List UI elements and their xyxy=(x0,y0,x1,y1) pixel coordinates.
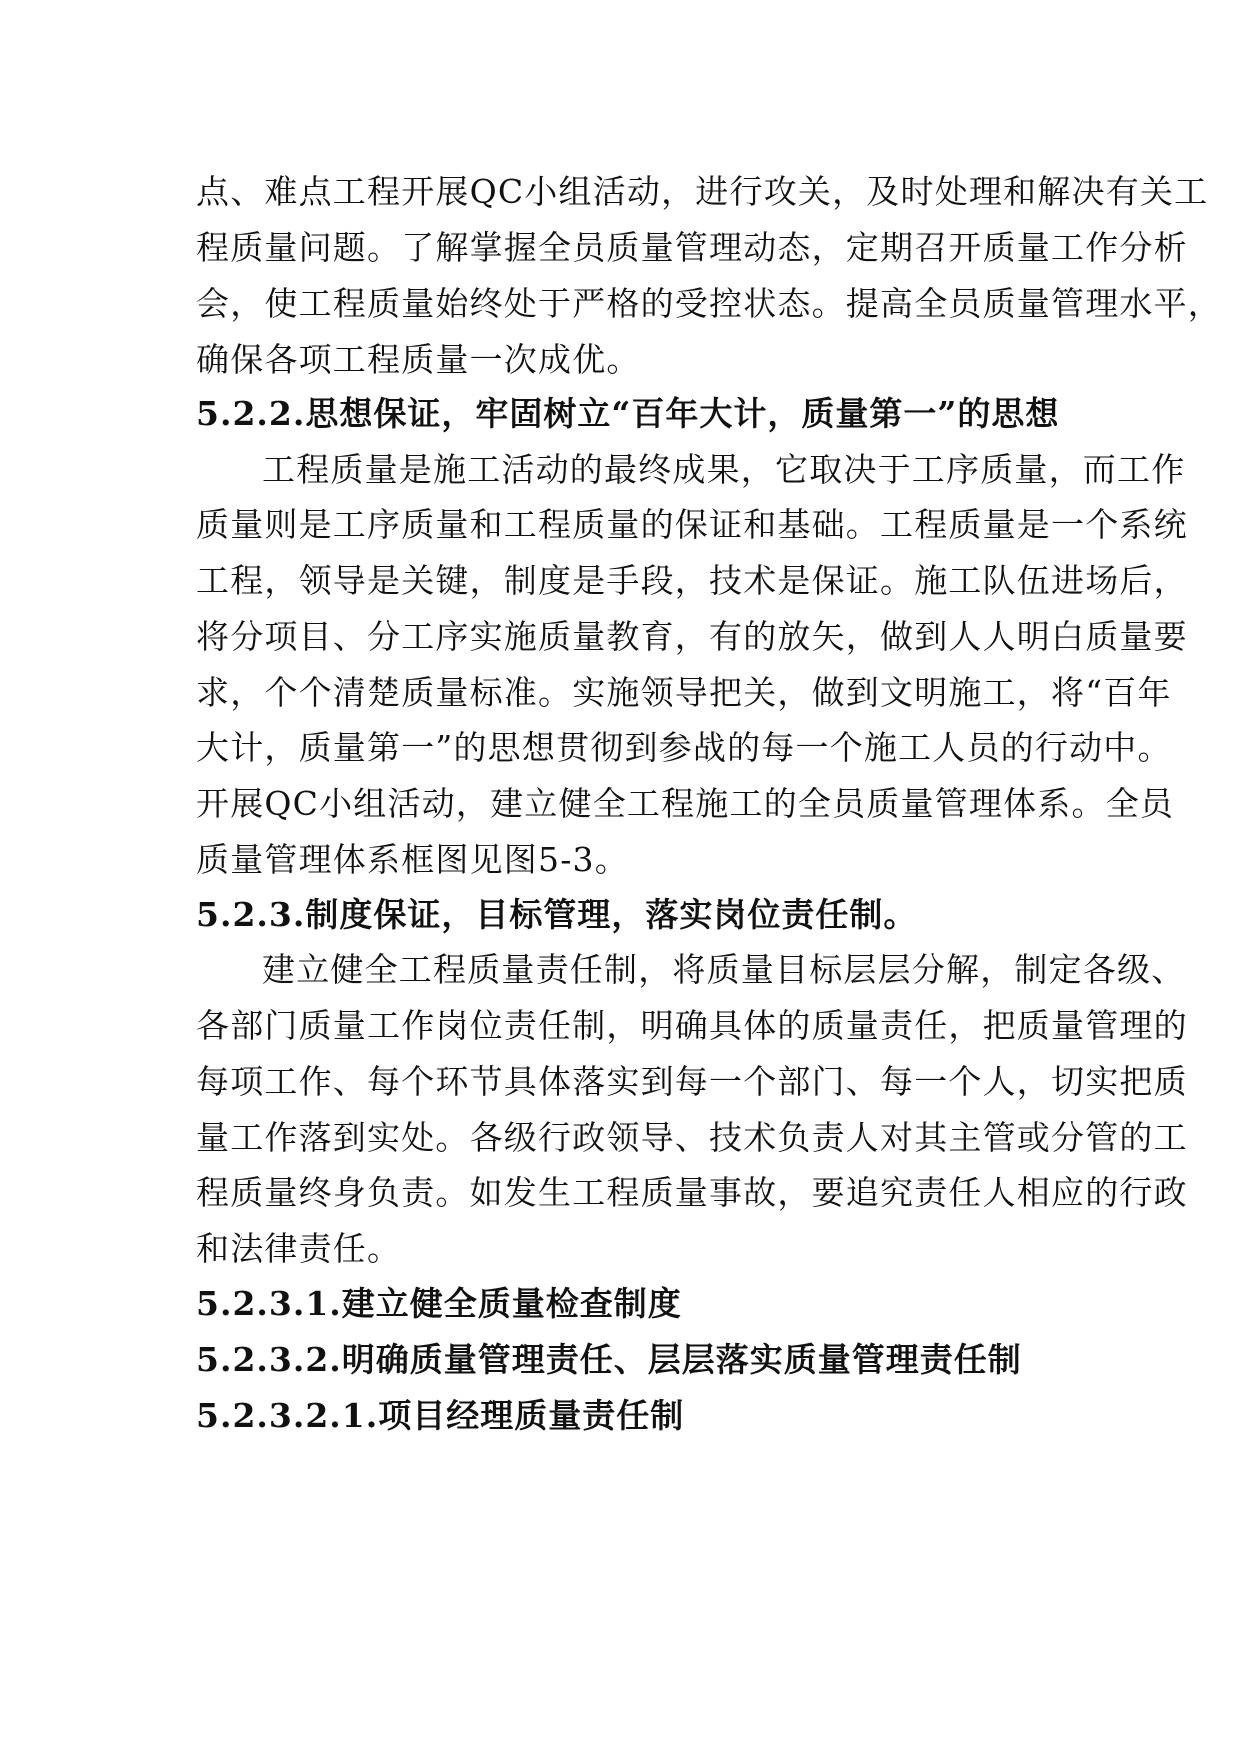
paragraph-line: 和法律责任。 xyxy=(196,1229,402,1268)
paragraph-line: 质量则是工序质量和工程质量的保证和基础。工程质量是一个系统 xyxy=(196,505,1188,544)
paragraph-line: 工程质量是施工活动的最终成果，它取决于工序质量，而工作 xyxy=(262,450,1186,489)
paragraph-line: 每项工作、每个环节具体落实到每一个部门、每一个人，切实把质 xyxy=(196,1062,1188,1101)
section-heading-5-2-3-2: 5.2.3.2.明确质量管理责任、层层落实质量管理责任制 xyxy=(196,1340,1022,1379)
paragraph-line: 确保各项工程质量一次成优。 xyxy=(196,340,641,379)
paragraph-line: 工程，领导是关键，制度是手段，技术是保证。施工队伍进场后， xyxy=(196,561,1188,600)
section-heading-5-2-3: 5.2.3.制度保证，目标管理，落实岗位责任制。 xyxy=(196,895,918,934)
paragraph-line: 量工作落到实处。各级行政领导、技术负责人对其主管或分管的工 xyxy=(196,1118,1188,1157)
paragraph-line: 质量管理体系框图见图5-3。 xyxy=(196,840,629,879)
paragraph-line: 各部门质量工作岗位责任制，明确具体的质量责任，把质量管理的 xyxy=(196,1006,1188,1045)
paragraph-line: 点、难点工程开展QC小组活动，进行攻关，及时处理和解决有关工 xyxy=(196,172,1209,211)
paragraph-line: 求，个个清楚质量标准。实施领导把关，做到文明施工，将“百年 xyxy=(196,673,1172,712)
section-heading-5-2-3-2-1: 5.2.3.2.1.项目经理质量责任制 xyxy=(196,1396,685,1435)
paragraph-line: 程质量终身负责。如发生工程质量事故，要追究责任人相应的行政 xyxy=(196,1173,1188,1212)
paragraph-line: 大计，质量第一”的思想贯彻到参战的每一个施工人员的行动中。 xyxy=(196,728,1172,767)
paragraph-line: 会，使工程质量始终处于严格的受控状态。提高全员质量管理水平， xyxy=(196,284,1222,323)
section-heading-5-2-3-1: 5.2.3.1.建立健全质量检查制度 xyxy=(196,1284,682,1323)
paragraph-line: 将分项目、分工序实施质量教育，有的放矢，做到人人明白质量要 xyxy=(196,617,1188,656)
paragraph-line: 建立健全工程质量责任制，将质量目标层层分解，制定各级、 xyxy=(262,950,1186,989)
paragraph-line: 开展QC小组活动，建立健全工程施工的全员质量管理体系。全员 xyxy=(196,784,1175,823)
paragraph-line: 程质量问题。了解掌握全员质量管理动态，定期召开质量工作分析 xyxy=(196,228,1188,267)
section-heading-5-2-2: 5.2.2.思想保证，牢固树立“百年大计，质量第一”的思想 xyxy=(196,394,1060,433)
